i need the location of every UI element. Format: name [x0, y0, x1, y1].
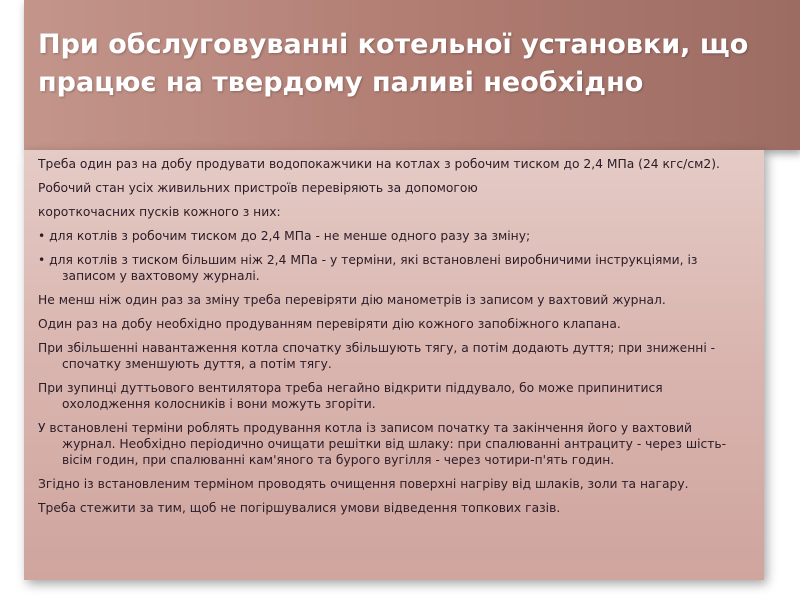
paragraph-load-change: При збільшенні навантаження котла спочатку збільшують тягу, а потім додають дуття; при зниженні - спочатку зменшують дуття, а потім тягу. — [38, 341, 716, 371]
paragraph-water-gauges: Треба один раз на добу продувати водопокажчики на котлах з робочим тиском до 2,4 МПа (24 кгс/см2). — [38, 157, 720, 171]
slide-body — [38, 156, 748, 600]
bullet-low-pressure: • для котлів з робочим тиском до 2,4 МПа - не менше одного разу за зміну; — [38, 229, 531, 243]
paragraph-safety-valve: Один раз на добу необхідно продуванням перевіряти дію кожного запобіжного клапана. — [38, 317, 621, 331]
slide-title: При обслуговуванні котельної установки, що працює на твердому паливі необхідно — [38, 29, 749, 98]
paragraph-fan-stop: При зупинці дуттьового вентилятора треба негайно відкрити піддувало, бо може припинитися охолодження колосників і вони можуть згоріти. — [38, 381, 663, 411]
paragraph-short-starts: короткочасних пусків кожного з них: — [38, 205, 281, 219]
paragraph-flue-gases: Треба стежити за тим, щоб не погіршувалися умови відведення топкових газів. — [38, 501, 561, 515]
paragraph-feed-devices: Робочий стан усіх живильних пристроїв перевіряють за допомогою — [38, 181, 478, 195]
paragraph-blowdown: У встановлені терміни роблять продування котла із записом початку та закінчення його у вахтовий журнал. Необхідно періодично очищати решітки від шлаку: при спалюванні антрациту - через шість-вісім годин, при спалюванні кам'яного та бурого вугілля - через чотири-п'ять годин. — [38, 421, 727, 467]
paragraph-heating-surface: Згідно із встановленим терміном проводять очищення поверхні нагріву від шлаків, золи та нагару. — [38, 477, 689, 491]
bullet-high-pressure: • для котлів з тиском більшим ніж 2,4 МПа - у терміни, які встановлені виробничими інструкціями, із записом у вахтовому журналі. — [38, 253, 698, 283]
paragraph-manometers: Не менш ніж один раз за зміну треба перевіряти дію манометрів із записом у вахтовий журнал. — [38, 293, 666, 307]
